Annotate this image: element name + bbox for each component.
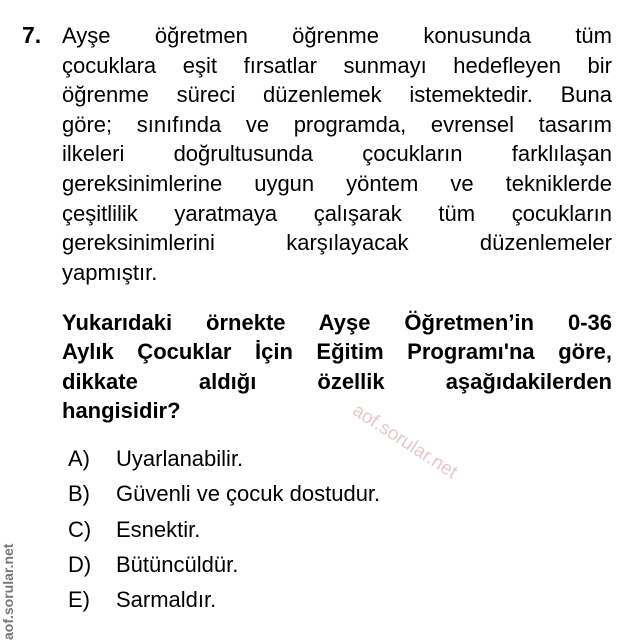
option-text: Güvenli ve çocuk dostudur. bbox=[116, 481, 381, 507]
option-c[interactable] bbox=[68, 517, 380, 552]
option-letter: D) bbox=[68, 551, 92, 577]
stem-line: yapmıştır. bbox=[62, 259, 158, 285]
question-number: 7. bbox=[22, 22, 42, 48]
option-letter: E) bbox=[68, 587, 90, 613]
stem-line: öğrenme süreci düzenlemek istemektedir. Buna bbox=[62, 82, 612, 108]
option-a[interactable] bbox=[68, 446, 380, 481]
stem-line: göre; sınıfında ve programda, evrensel tasarım bbox=[62, 111, 612, 137]
side-watermark: aof.sorular.net bbox=[0, 543, 16, 640]
prompt-line: hangisidir? bbox=[62, 397, 181, 423]
watermark: aof.sorular.net bbox=[348, 400, 461, 484]
option-letter: B) bbox=[68, 481, 90, 507]
question-prompt bbox=[62, 308, 612, 425]
option-d[interactable] bbox=[68, 552, 380, 587]
option-text: Uyarlanabilir. bbox=[116, 446, 244, 471]
option-text: Bütüncüldür. bbox=[116, 551, 239, 577]
prompt-line: Yukarıdaki örnekte Ayşe Öğretmen’in 0-36 bbox=[62, 310, 612, 335]
stem-line: Ayşe öğretmen öğrenme konusunda tüm bbox=[62, 23, 612, 48]
option-letter: A) bbox=[68, 446, 90, 471]
option-text: Sarmaldır. bbox=[116, 587, 217, 613]
option-e[interactable] bbox=[68, 587, 380, 622]
option-text: Esnektir. bbox=[116, 516, 201, 542]
stem-line: gereksinimlerini karşılayacak düzenlemeler bbox=[62, 230, 612, 256]
stem-line: ilkeleri doğrultusunda çocukların farklılaşan bbox=[62, 141, 612, 167]
option-b[interactable] bbox=[68, 481, 380, 516]
prompt-line: Aylık Çocuklar İçin Eğitim Programı'na göre, bbox=[62, 339, 612, 365]
stem-line: çeşitlilik yaratmaya çalışarak tüm çocukların bbox=[62, 200, 612, 226]
stem-line: gereksinimlerine uygun yöntem ve tekniklerde bbox=[62, 170, 612, 196]
stem-line: çocuklara eşit fırsatlar sunmayı hedefleyen bir bbox=[62, 52, 612, 78]
prompt-line: dikkate aldığı özellik aşağıdakilerden bbox=[62, 368, 612, 394]
option-letter: C) bbox=[68, 516, 92, 542]
question-stem bbox=[62, 21, 612, 287]
answer-options bbox=[68, 446, 380, 622]
